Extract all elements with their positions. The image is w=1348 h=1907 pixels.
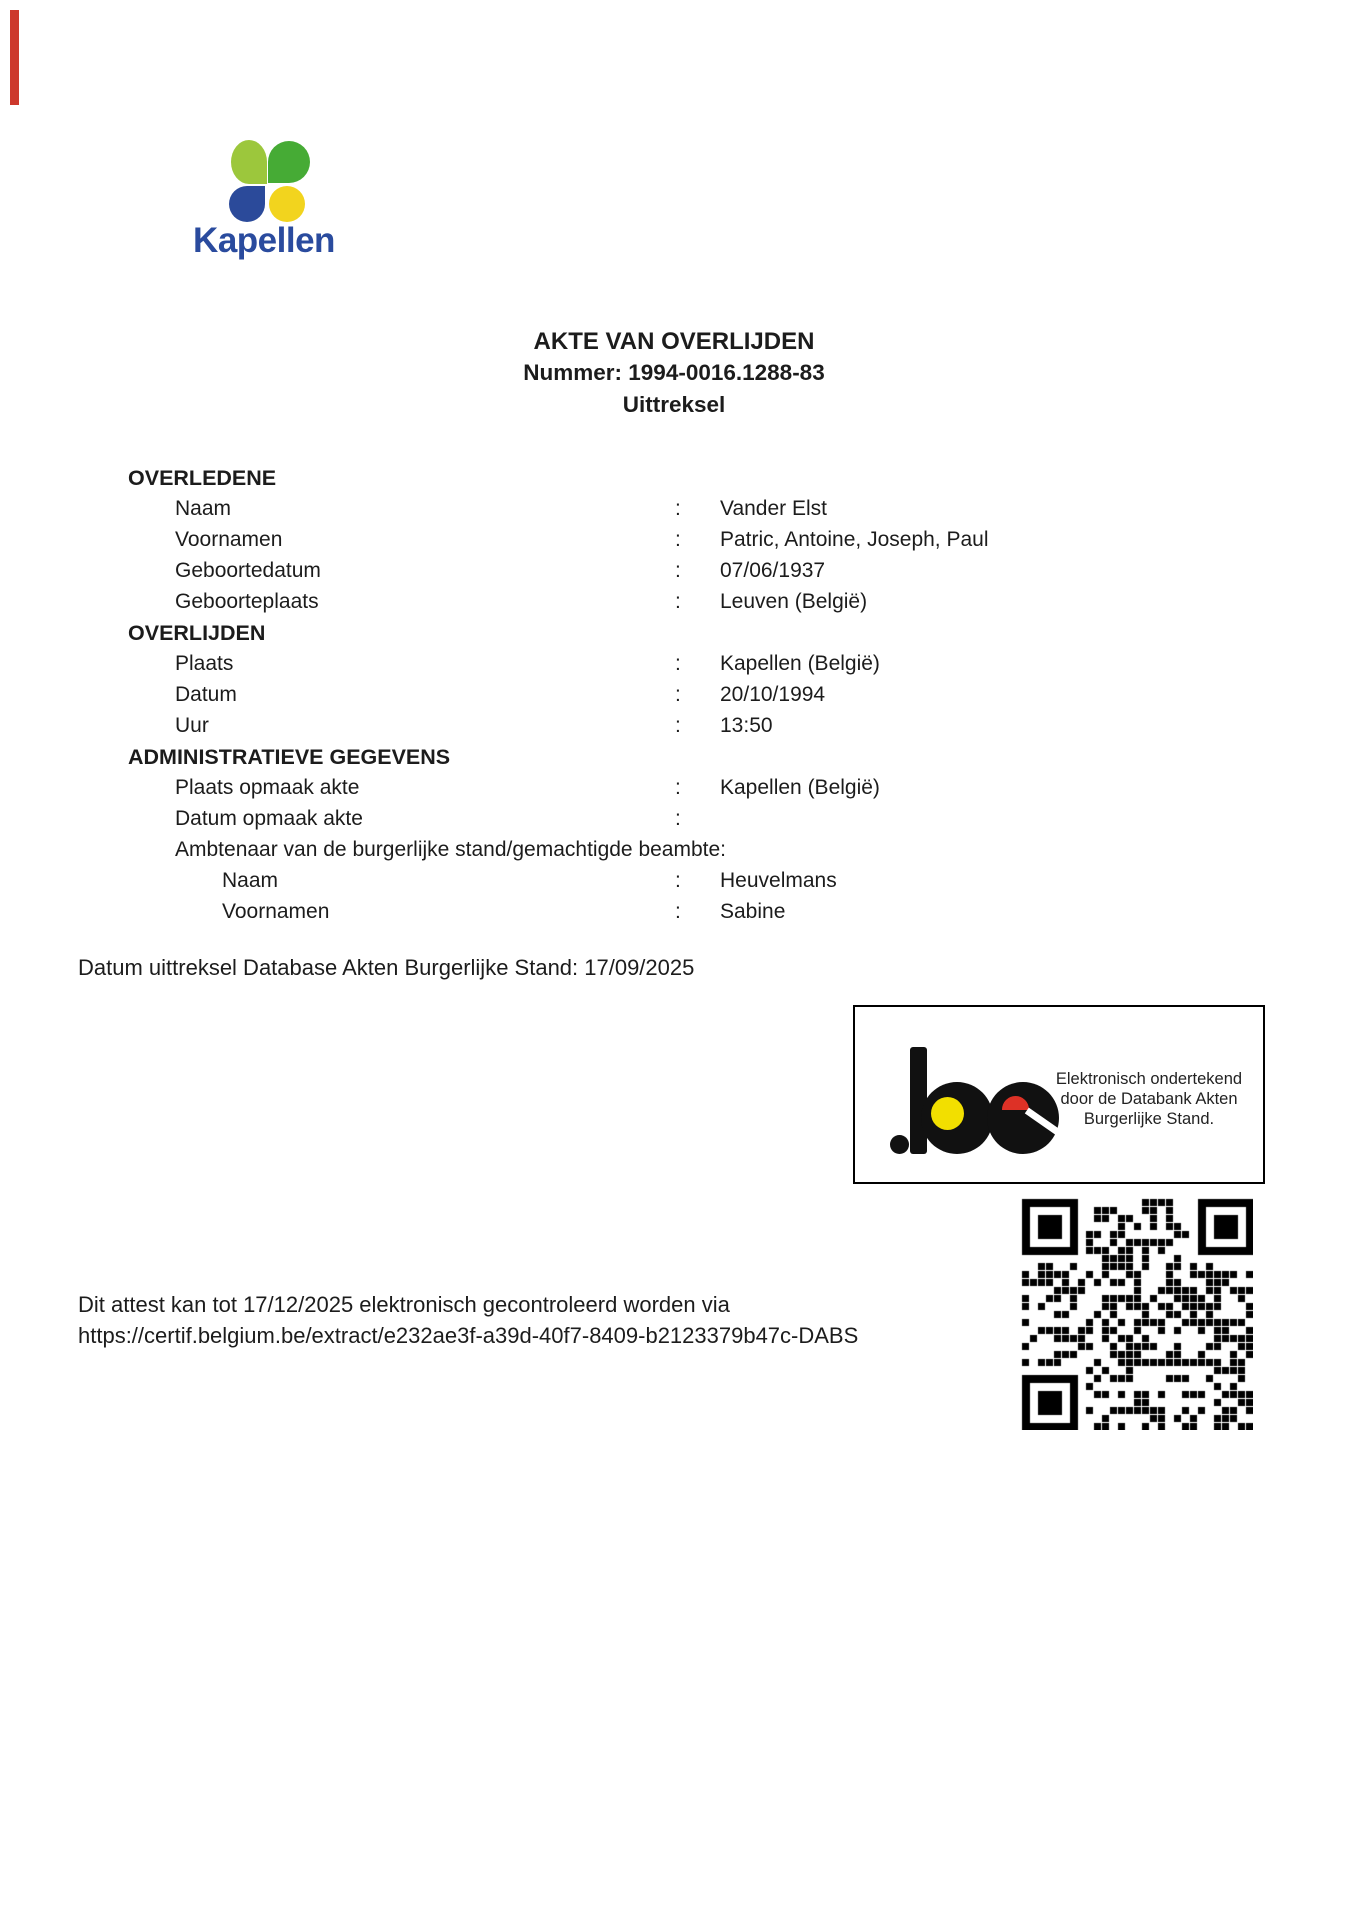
field-label: Ambtenaar van de burgerlijke stand/gemachtigde beambte: [175, 838, 727, 861]
kapellen-logo-text: Kapellen [193, 221, 335, 260]
colon: : [675, 807, 681, 830]
field-label: Naam [222, 869, 279, 892]
field-label: Voornamen [175, 528, 283, 551]
field-value: 07/06/1937 [720, 559, 826, 582]
field-label: Plaats [175, 652, 234, 675]
field-value: Kapellen (België) [720, 652, 880, 675]
be-logo-icon [885, 1047, 1060, 1154]
colon: : [675, 528, 681, 551]
field-naam [0, 497, 1348, 528]
field-value: Heuvelmans [720, 869, 837, 892]
field-value: 13:50 [720, 714, 773, 737]
field-label: Uur [175, 714, 209, 737]
field-datum-opmaak-akte [0, 807, 1348, 838]
field-label: Geboortedatum [175, 559, 321, 582]
signature-text-line: door de Databank Akten [1060, 1090, 1238, 1108]
colon: : [675, 683, 681, 706]
document-number: Nummer: 1994-0016.1288-83 [523, 360, 825, 385]
page-edge-red-mark [10, 10, 19, 105]
verification-text: Dit attest kan tot 17/12/2025 elektronisch gecontroleerd worden via [78, 1292, 730, 1317]
colon: : [675, 497, 681, 520]
colon: : [675, 652, 681, 675]
logo-petal-dark-green [268, 141, 310, 183]
field-datum [0, 683, 1348, 714]
field-uur [0, 714, 1348, 745]
signature-text-line: Elektronisch ondertekend [1055, 1070, 1243, 1088]
field-ambtenaar-voornamen [0, 900, 1348, 931]
field-label: Naam [175, 497, 232, 520]
logo-petal-yellow [269, 186, 305, 222]
be-yellow-counter [931, 1097, 964, 1130]
colon: : [675, 714, 681, 737]
extract-date-line: Datum uittreksel Database Akten Burgerlijke Stand: 17/09/2025 [78, 955, 695, 980]
section-overlijden [0, 621, 1348, 652]
field-label: Datum [175, 683, 237, 706]
kapellen-logo-icon [219, 140, 309, 224]
logo-petal-blue [229, 186, 265, 222]
section-administratieve-gegevens [0, 745, 1348, 776]
field-ambtenaar [0, 838, 1348, 869]
field-plaats [0, 652, 1348, 683]
field-geboortedatum [0, 559, 1348, 590]
field-voornamen [0, 528, 1348, 559]
signature-text-line: Burgerlijke Stand. [1083, 1110, 1215, 1128]
field-value: Vander Elst [720, 497, 827, 520]
verification-url[interactable]: https://certif.belgium.be/extract/e232ae3f-a39d-40f7-8409-b2123379b47c-DABS [78, 1323, 859, 1348]
field-label: Voornamen [222, 900, 330, 923]
signature-box [853, 1005, 1265, 1184]
field-label: Geboorteplaats [175, 590, 319, 613]
logo-petal-light-green [231, 140, 267, 184]
signature-text [1051, 1069, 1247, 1129]
colon: : [675, 900, 681, 923]
extract-label: Uittreksel [622, 392, 726, 417]
section-header: OVERLEDENE [128, 466, 277, 490]
page-title: AKTE VAN OVERLIJDEN [533, 328, 815, 355]
field-value: Kapellen (België) [720, 776, 880, 799]
field-geboorteplaats [0, 590, 1348, 621]
section-header: ADMINISTRATIEVE GEGEVENS [128, 745, 451, 769]
be-dot [890, 1135, 909, 1154]
field-plaats-opmaak-akte [0, 776, 1348, 807]
colon: : [675, 590, 681, 613]
field-label: Plaats opmaak akte [175, 776, 360, 799]
be-e [987, 1082, 1059, 1154]
section-overledene [0, 466, 1348, 497]
field-label: Datum opmaak akte [175, 807, 363, 830]
field-value: 20/10/1994 [720, 683, 826, 706]
qr-code [1020, 1197, 1253, 1430]
field-ambtenaar-naam [0, 869, 1348, 900]
field-value: Sabine [720, 900, 786, 923]
section-header: OVERLIJDEN [128, 621, 266, 645]
field-value: Patric, Antoine, Joseph, Paul [720, 528, 989, 551]
colon: : [675, 559, 681, 582]
colon: : [675, 869, 681, 892]
field-value: Leuven (België) [720, 590, 868, 613]
colon: : [675, 776, 681, 799]
